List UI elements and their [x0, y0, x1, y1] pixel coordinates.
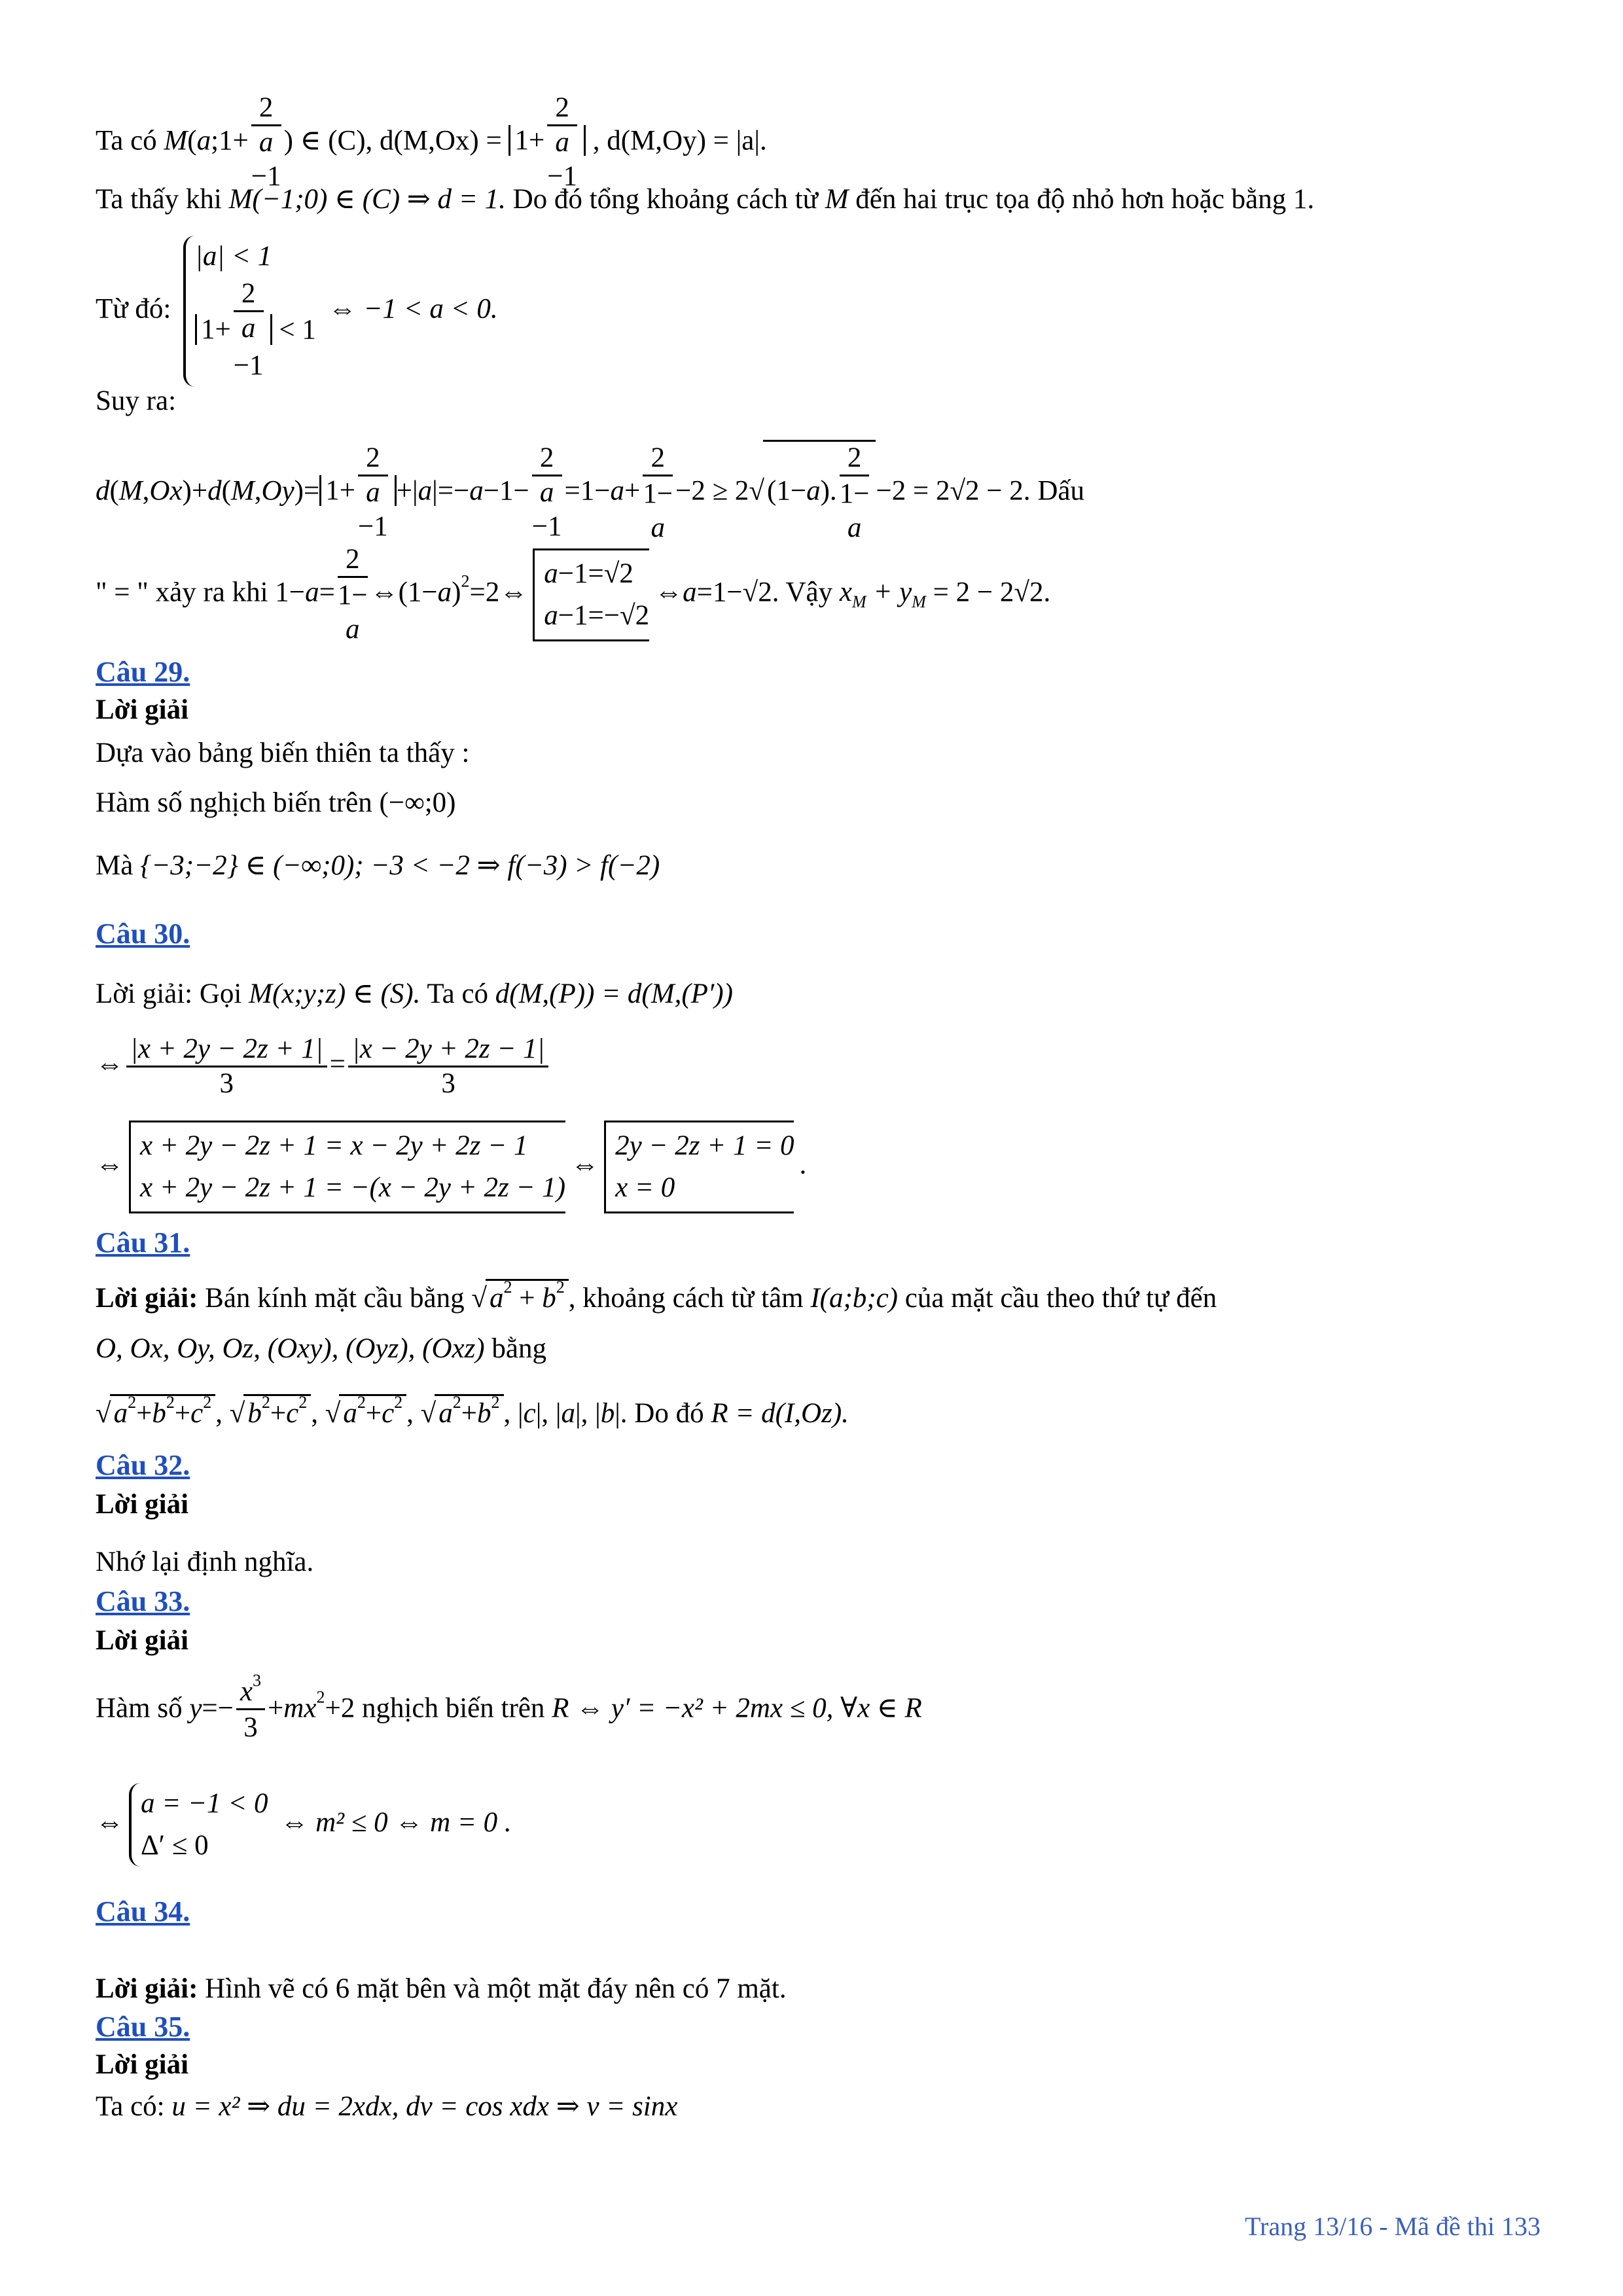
line-3: Từ đó: |a| < 1 1+ 2 a −1 < 1 ⇔ −1 < a < 0.: [96, 236, 498, 387]
line-1: Ta có M(a;1+ 2 a −1) ∈ (C), d(M,Ox) = 1+ 2 a −1 , d(M,Oy) = |a|.: [96, 92, 767, 192]
q32-solution-label: Lời giải: [96, 1489, 189, 1520]
system-brace: |a| < 1 1+ 2 a −1 < 1: [183, 236, 316, 387]
q31-text-3: $√a^2+b^2+c^2$ , $√b^2+c^2$ , $√a^2+c^2$ , $√a^2+b^2$ , |c|, |a|, |b|. Do đó R = d(I,Oz).: [96, 1394, 849, 1431]
q29-text-3: Mà {−3;−2} ∈ (−∞;0); −3 < −2 ⇒ f(−3) > f(−2): [96, 850, 660, 881]
q31-heading[interactable]: Câu 31.: [96, 1227, 190, 1259]
q31-text-2: O, Ox, Oy, Oz, (Oxy), (Oyz), (Oxz) bằng: [96, 1333, 546, 1364]
line-4: Suy ra:: [96, 386, 177, 416]
line-2: Ta thấy khi M(−1;0) ∈ (C) ⇒ d = 1. Do đó tổng khoảng cách từ M đến hai trục tọa độ nhỏ hơn hoặc bằng 1.: [96, 184, 1315, 215]
q34-text-1: Lời giải: Hình vẽ có 6 mặt bên và một mặt đáy nên có 7 mặt.: [96, 1973, 787, 2004]
q32-text-1: Nhớ lại định nghĩa.: [96, 1547, 314, 1577]
q29-heading[interactable]: Câu 29.: [96, 656, 190, 688]
q29-text-2: Hàm số nghịch biến trên (−∞;0): [96, 787, 456, 818]
q30-heading[interactable]: Câu 30.: [96, 918, 190, 950]
q29-solution-label: Lời giải: [96, 694, 189, 725]
page-footer: Trang 13/16 - Mã đề thi 133: [1245, 2212, 1541, 2241]
q30-text-1: Lời giải: Gọi M(x;y;z) ∈ (S). Ta có d(M,(P)) = d(M,(P′)): [96, 978, 733, 1009]
q33-text-2: ⇔ a = −1 < 0 Δ′ ≤ 0 ⇔ m² ≤ 0 ⇔ m = 0 .: [96, 1783, 512, 1867]
q33-heading[interactable]: Câu 33.: [96, 1585, 190, 1617]
q33-text-1: Hàm số y=− $x^3$ $3+mx^2+2$ nghịch biến trên R ⇔ y′ = −x² + 2mx ≤ 0, ∀x ∈ R: [96, 1671, 922, 1743]
q32-heading[interactable]: Câu 32.: [96, 1449, 190, 1481]
line-5: d(M,Ox)+d(M,Oy)= 1+ 2 a −1+|a|=−a−1− 2 a −1=1−a+ 2 1− a −2 ≥ 2√(1−a). 2 1− a −2 = 2√2 − 2. Dấu: [96, 440, 1084, 545]
q31-text-1: Lời giải: Bán kính mặt cầu bằng $√a^2 + b^2$ , khoảng cách từ tâm I(a;b;c) của mặt cầu theo thứ tự đến: [96, 1279, 1535, 1316]
line-6: " = " xảy ra khi 1−a= 2 1− a $\Leftrightarrow(1-a)^2=2\Leftrightarrow$ a−1=√2 a−1=−√2 ⇔a=1−√2. Vậy $x_M + y_M = 2 - 2√2$.: [96, 544, 1051, 645]
q35-heading[interactable]: Câu 35.: [96, 2011, 190, 2043]
q35-solution-label: Lời giải: [96, 2049, 189, 2080]
q35-text-1: Ta có: u = x² ⇒ du = 2xdx, dv = cos xdx ⇒ v = sinx: [96, 2091, 678, 2122]
q29-text-1: Dựa vào bảng biến thiên ta thấy :: [96, 738, 470, 768]
q33-solution-label: Lời giải: [96, 1625, 189, 1656]
q30-equation-1: ⇔ $\frac{|x + 2y - 2z + 1|}{3}$ = $\frac{|x - 2y + 2z - 1|}{3}$: [96, 1033, 551, 1100]
q34-heading[interactable]: Câu 34.: [96, 1895, 190, 1928]
q30-equation-2: ⇔ x + 2y − 2z + 1 = x − 2y + 2z − 1 x + 2y − 2z + 1 = −(x − 2y + 2z − 1) ⇔ 2y − 2z + 1 = 0 x = 0 .: [96, 1121, 806, 1213]
